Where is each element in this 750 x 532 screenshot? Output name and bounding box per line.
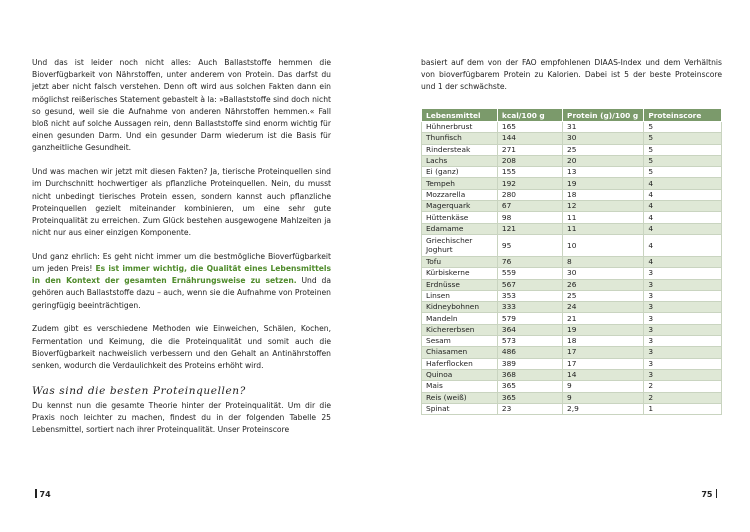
table-row [422,178,722,189]
cell-score: 2 [644,392,722,403]
cell-food: Mandeln [422,313,498,324]
paragraph-1: Und das ist leider noch nicht alles: Auch Ballaststoffe hemmen die Bioverfügbarkeit von Nährstoffen, unter anderem von Protein. Das darfst du jetzt aber nicht falsch verstehen. Denn oft wird aus solchen Fakten dann ein möglichst reißerisches Statement gebastelt à la: »Ballaststoffe sind doch nicht so gesund, weil sie die Aufnahme von anderen Nährstoffen hemmen.« Fall bloß nicht auf solche Aussagen rein, denn Ballaststoffe sind enorm wichtig für einen gesunden Darm. Und ein gesunder Darm wiederum ist die Basis für ganzheitliche Gesundheit. [32,58,331,153]
cell-protein: 17 [563,347,644,358]
cell-food: Hühnerbrust [422,122,498,133]
cell-kcal: 486 [497,347,562,358]
cell-kcal: 389 [497,358,562,369]
cell-score: 3 [644,313,722,324]
cell-kcal: 365 [497,381,562,392]
cell-food: Erdnüsse [422,279,498,290]
table-row [422,189,722,200]
cell-protein: 18 [563,336,644,347]
table-row [422,212,722,223]
cell-protein: 12 [563,201,644,212]
highlighted-statement: Es ist immer wichtig, die Qualität eines Lebensmittels in den Kontext der gesamten Ernährungsweise zu setzen. [32,264,331,286]
cell-protein: 20 [563,155,644,166]
cell-score: 3 [644,302,722,313]
cell-kcal: 121 [497,223,562,234]
cell-kcal: 579 [497,313,562,324]
cell-score: 5 [644,133,722,144]
paragraph-5: Du kennst nun die gesamte Theorie hinter der Proteinqualität. Um dir die Praxis noch leichter zu machen, findest du in der folgenden Tabelle 25 Lebensmittel, sortiert nach ihrer Proteinqualität. Unser Proteinscore [32,400,331,435]
cell-score: 3 [644,336,722,347]
cell-food: Hüttenkäse [422,212,498,223]
cell-kcal: 67 [497,201,562,212]
cell-protein: 26 [563,279,644,290]
left-text-block [32,57,331,448]
table-row [422,358,722,369]
page-number-left-text: 74 [39,490,51,499]
cell-food: Spinat [422,403,498,414]
cell-food: Griechischer Joghurt [422,234,498,256]
cell-protein: 14 [563,369,644,380]
table-header-row [422,109,722,122]
table-row [422,122,722,133]
cell-protein: 9 [563,381,644,392]
cell-kcal: 365 [497,392,562,403]
right-intro-text: basiert auf dem von der FAO empfohlenen DIAAS-Index und dem Verhältnis von bioverfügbarem Protein zu Kalorien. Dabei ist 5 der beste Proteinscore und 1 der schwächste. [421,58,722,92]
cell-food: Quinoa [422,369,498,380]
cell-score: 3 [644,290,722,301]
cell-kcal: 192 [497,178,562,189]
table-row [422,155,722,166]
paragraph-2: Und was machen wir jetzt mit diesen Fakten? Ja, tierische Proteinquellen sind im Durchschnitt hochwertiger als pflanzliche Proteinquellen. Nein, du musst nicht unbedingt tierisches Protein essen, sondern kannst auch pflanzliche Proteinquellen gezielt miteinander kombinieren, um eine sehr gute Proteinqualität zu erreichen. Zum Glück bestehen ausgewogene Mahlzeiten ja nicht nur aus einer einzigen Komponente. [32,167,331,238]
table-row [422,234,722,256]
cell-score: 4 [644,212,722,223]
table-row [422,403,722,414]
cell-kcal: 95 [497,234,562,256]
cell-protein: 19 [563,178,644,189]
cell-protein: 10 [563,234,644,256]
paragraph-3-end: Und da gehören auch Ballaststoffe dazu – auch, wenn sie die Aufnahme von Proteinen geringfügig beeinträchtigen. [32,276,331,310]
header-lebensmittel: Lebensmittel [422,109,498,122]
table-row [422,381,722,392]
cell-kcal: 364 [497,324,562,335]
cell-kcal: 353 [497,290,562,301]
cell-kcal: 98 [497,212,562,223]
cell-kcal: 333 [497,302,562,313]
table-row [422,144,722,155]
cell-score: 2 [644,381,722,392]
cell-protein: 9 [563,392,644,403]
cell-food: Mozzarella [422,189,498,200]
cell-score: 3 [644,279,722,290]
page-number-right [701,489,720,499]
paragraph-4: Zudem gibt es verschiedene Methoden wie Einweichen, Schälen, Kochen, Fermentation und Keimung, die die Proteinqualität und somit auch die Bioverfügbarkeit nachweislich verbessern und den Gehalt an Antinährstoffen senken, wodurch die Verdaulichkeit des Proteins erhöht wird. [32,324,331,370]
folio-bar [716,489,718,498]
table-row [422,133,722,144]
table-row [422,167,722,178]
cell-protein: 21 [563,313,644,324]
cell-food: Tempeh [422,178,498,189]
cell-score: 4 [644,234,722,256]
cell-score: 5 [644,122,722,133]
table-row [422,313,722,324]
header-kcal: kcal/100 g [497,109,562,122]
cell-kcal: 559 [497,268,562,279]
table-row [422,324,722,335]
cell-score: 3 [644,347,722,358]
cell-food: Magerquark [422,201,498,212]
cell-protein: 30 [563,268,644,279]
cell-score: 5 [644,167,722,178]
cell-food: Chiasamen [422,347,498,358]
cell-kcal: 573 [497,336,562,347]
cell-protein: 17 [563,358,644,369]
cell-protein: 30 [563,133,644,144]
cell-protein: 25 [563,144,644,155]
cell-protein: 24 [563,302,644,313]
table-row [422,392,722,403]
cell-score: 5 [644,155,722,166]
cell-protein: 2,9 [563,403,644,414]
table-row [422,369,722,380]
folio-bar [35,489,37,498]
page-number-right-text: 75 [701,490,713,499]
cell-kcal: 144 [497,133,562,144]
cell-kcal: 567 [497,279,562,290]
cell-kcal: 155 [497,167,562,178]
cell-food: Ei (ganz) [422,167,498,178]
cell-food: Haferflocken [422,358,498,369]
cell-kcal: 368 [497,369,562,380]
cell-protein: 11 [563,223,644,234]
cell-food: Sesam [422,336,498,347]
table-row [422,336,722,347]
paragraph-3 [32,251,331,312]
cell-score: 4 [644,223,722,234]
cell-score: 4 [644,189,722,200]
page-number-left [32,489,51,499]
cell-food: Thunfisch [422,133,498,144]
table-row [422,290,722,301]
cell-kcal: 76 [497,256,562,267]
cell-protein: 25 [563,290,644,301]
cell-food: Kidneybohnen [422,302,498,313]
cell-score: 3 [644,268,722,279]
paragraph-3-start: Und ganz ehrlich: Es geht nicht immer um die bestmögliche Bioverfügbarkeit um jeden Preis! [32,251,331,274]
cell-score: 3 [644,369,722,380]
cell-kcal: 23 [497,403,562,414]
table-row [422,279,722,290]
table-body [422,122,722,415]
table-row [422,347,722,358]
header-protein: Protein (g)/100 g [563,109,644,122]
table-row [422,201,722,212]
cell-kcal: 208 [497,155,562,166]
header-proteinscore: Proteinscore [644,109,722,122]
cell-protein: 31 [563,122,644,133]
cell-score: 4 [644,256,722,267]
table-row [422,268,722,279]
cell-food: Rindersteak [422,144,498,155]
cell-protein: 13 [563,167,644,178]
cell-score: 3 [644,324,722,335]
cell-score: 4 [644,178,722,189]
table-row [422,302,722,313]
cell-food: Mais [422,381,498,392]
cell-food: Edamame [422,223,498,234]
cell-protein: 18 [563,189,644,200]
cell-kcal: 165 [497,122,562,133]
protein-table [421,108,722,415]
cell-score: 5 [644,144,722,155]
cell-score: 3 [644,358,722,369]
table-row [422,256,722,267]
table-row [422,223,722,234]
cell-kcal: 271 [497,144,562,155]
cell-score: 4 [644,201,722,212]
cell-protein: 11 [563,212,644,223]
cell-score: 1 [644,403,722,414]
cell-kcal: 280 [497,189,562,200]
cell-protein: 19 [563,324,644,335]
cell-food: Reis (weiß) [422,392,498,403]
cell-food: Tofu [422,256,498,267]
section-heading: Was sind die besten Proteinquellen? [32,384,246,397]
cell-food: Lachs [422,155,498,166]
cell-protein: 8 [563,256,644,267]
cell-food: Kichererbsen [422,324,498,335]
cell-food: Linsen [422,290,498,301]
cell-food: Kürbiskerne [422,268,498,279]
